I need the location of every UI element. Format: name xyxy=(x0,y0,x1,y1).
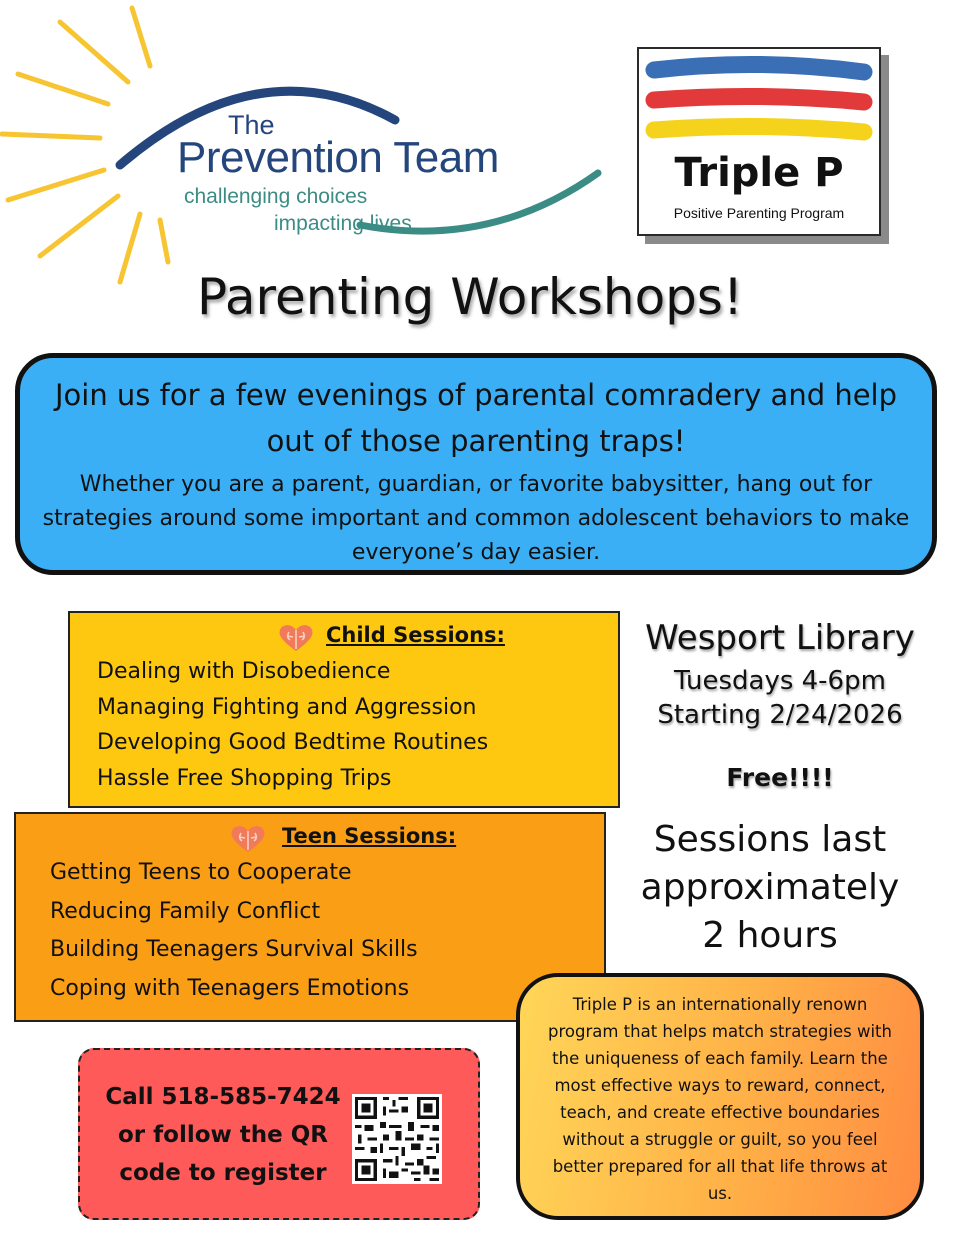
list-item: Hassle Free Shopping Trips xyxy=(97,765,392,791)
duration-line-3: 2 hours xyxy=(702,915,838,956)
session-duration xyxy=(620,816,920,960)
teen-sessions-box xyxy=(14,812,606,1022)
registration-box xyxy=(78,1048,480,1220)
list-item: Managing Fighting and Aggression xyxy=(97,694,477,720)
prevention-team-name: Prevention Team xyxy=(177,133,499,182)
schedule: Tuesdays 4-6pm xyxy=(674,666,886,696)
child-sessions-list xyxy=(97,654,488,796)
triple-p-description: Triple P is an internationally renown program that helps match strategies with the uniqueness of each family. Learn the most effective ways to reward, connect, teach, and create effective boundaries without a struggle or guilt, so you feel better prepared for all that life throws at us. xyxy=(547,995,892,1203)
prevention-team-tagline-1: challenging choices xyxy=(184,185,368,208)
registration-line-2: or follow the QR xyxy=(117,1122,329,1148)
triple-p-subtitle: Positive Parenting Program xyxy=(673,205,845,221)
registration-line-3: code to register xyxy=(119,1160,327,1186)
location-name: Wesport Library xyxy=(645,618,915,658)
duration-line-2: approximately xyxy=(640,867,900,908)
teen-sessions-list xyxy=(50,854,418,1008)
intro-body: Whether you are a parent, guardian, or favorite babysitter, hang out for strategies around some important and common adolescent behaviors to make everyone’s day easier. xyxy=(42,472,910,565)
list-item: Coping with Teenagers Emotions xyxy=(50,975,410,1001)
list-item: Getting Teens to Cooperate xyxy=(50,860,352,885)
intro-box xyxy=(15,353,937,575)
intro-lead: Join us for a few evenings of parental comradery and help out of those parenting traps! xyxy=(54,378,898,458)
qr-code-icon[interactable] xyxy=(352,1094,442,1184)
child-sessions-heading: Child Sessions: xyxy=(326,623,505,647)
heart-brain-icon xyxy=(278,623,314,653)
prevention-team-the: The xyxy=(228,110,275,140)
child-sessions-box xyxy=(68,611,620,808)
list-item: Reducing Family Conflict xyxy=(50,898,321,924)
triple-p-info-box xyxy=(516,973,924,1220)
teen-sessions-heading: Teen Sessions: xyxy=(282,824,457,848)
duration-line-1: Sessions last xyxy=(653,819,887,860)
list-item: Developing Good Bedtime Routines xyxy=(97,730,489,755)
start-date: Starting 2/24/2026 xyxy=(657,700,903,730)
registration-text xyxy=(98,1078,348,1192)
registration-phone[interactable]: Call 518-585-7424 xyxy=(105,1084,341,1110)
list-item: Building Teenagers Survival Skills xyxy=(50,937,418,962)
heart-brain-icon xyxy=(230,824,266,854)
list-item: Dealing with Disobedience xyxy=(97,659,391,684)
price-badge: Free!!!! xyxy=(726,763,834,792)
triple-p-stripes-icon xyxy=(640,52,876,152)
page-title: Parenting Workshops! xyxy=(196,268,744,326)
triple-p-title: Triple P xyxy=(674,150,844,196)
prevention-team-tagline-2: impacting lives xyxy=(274,212,412,235)
